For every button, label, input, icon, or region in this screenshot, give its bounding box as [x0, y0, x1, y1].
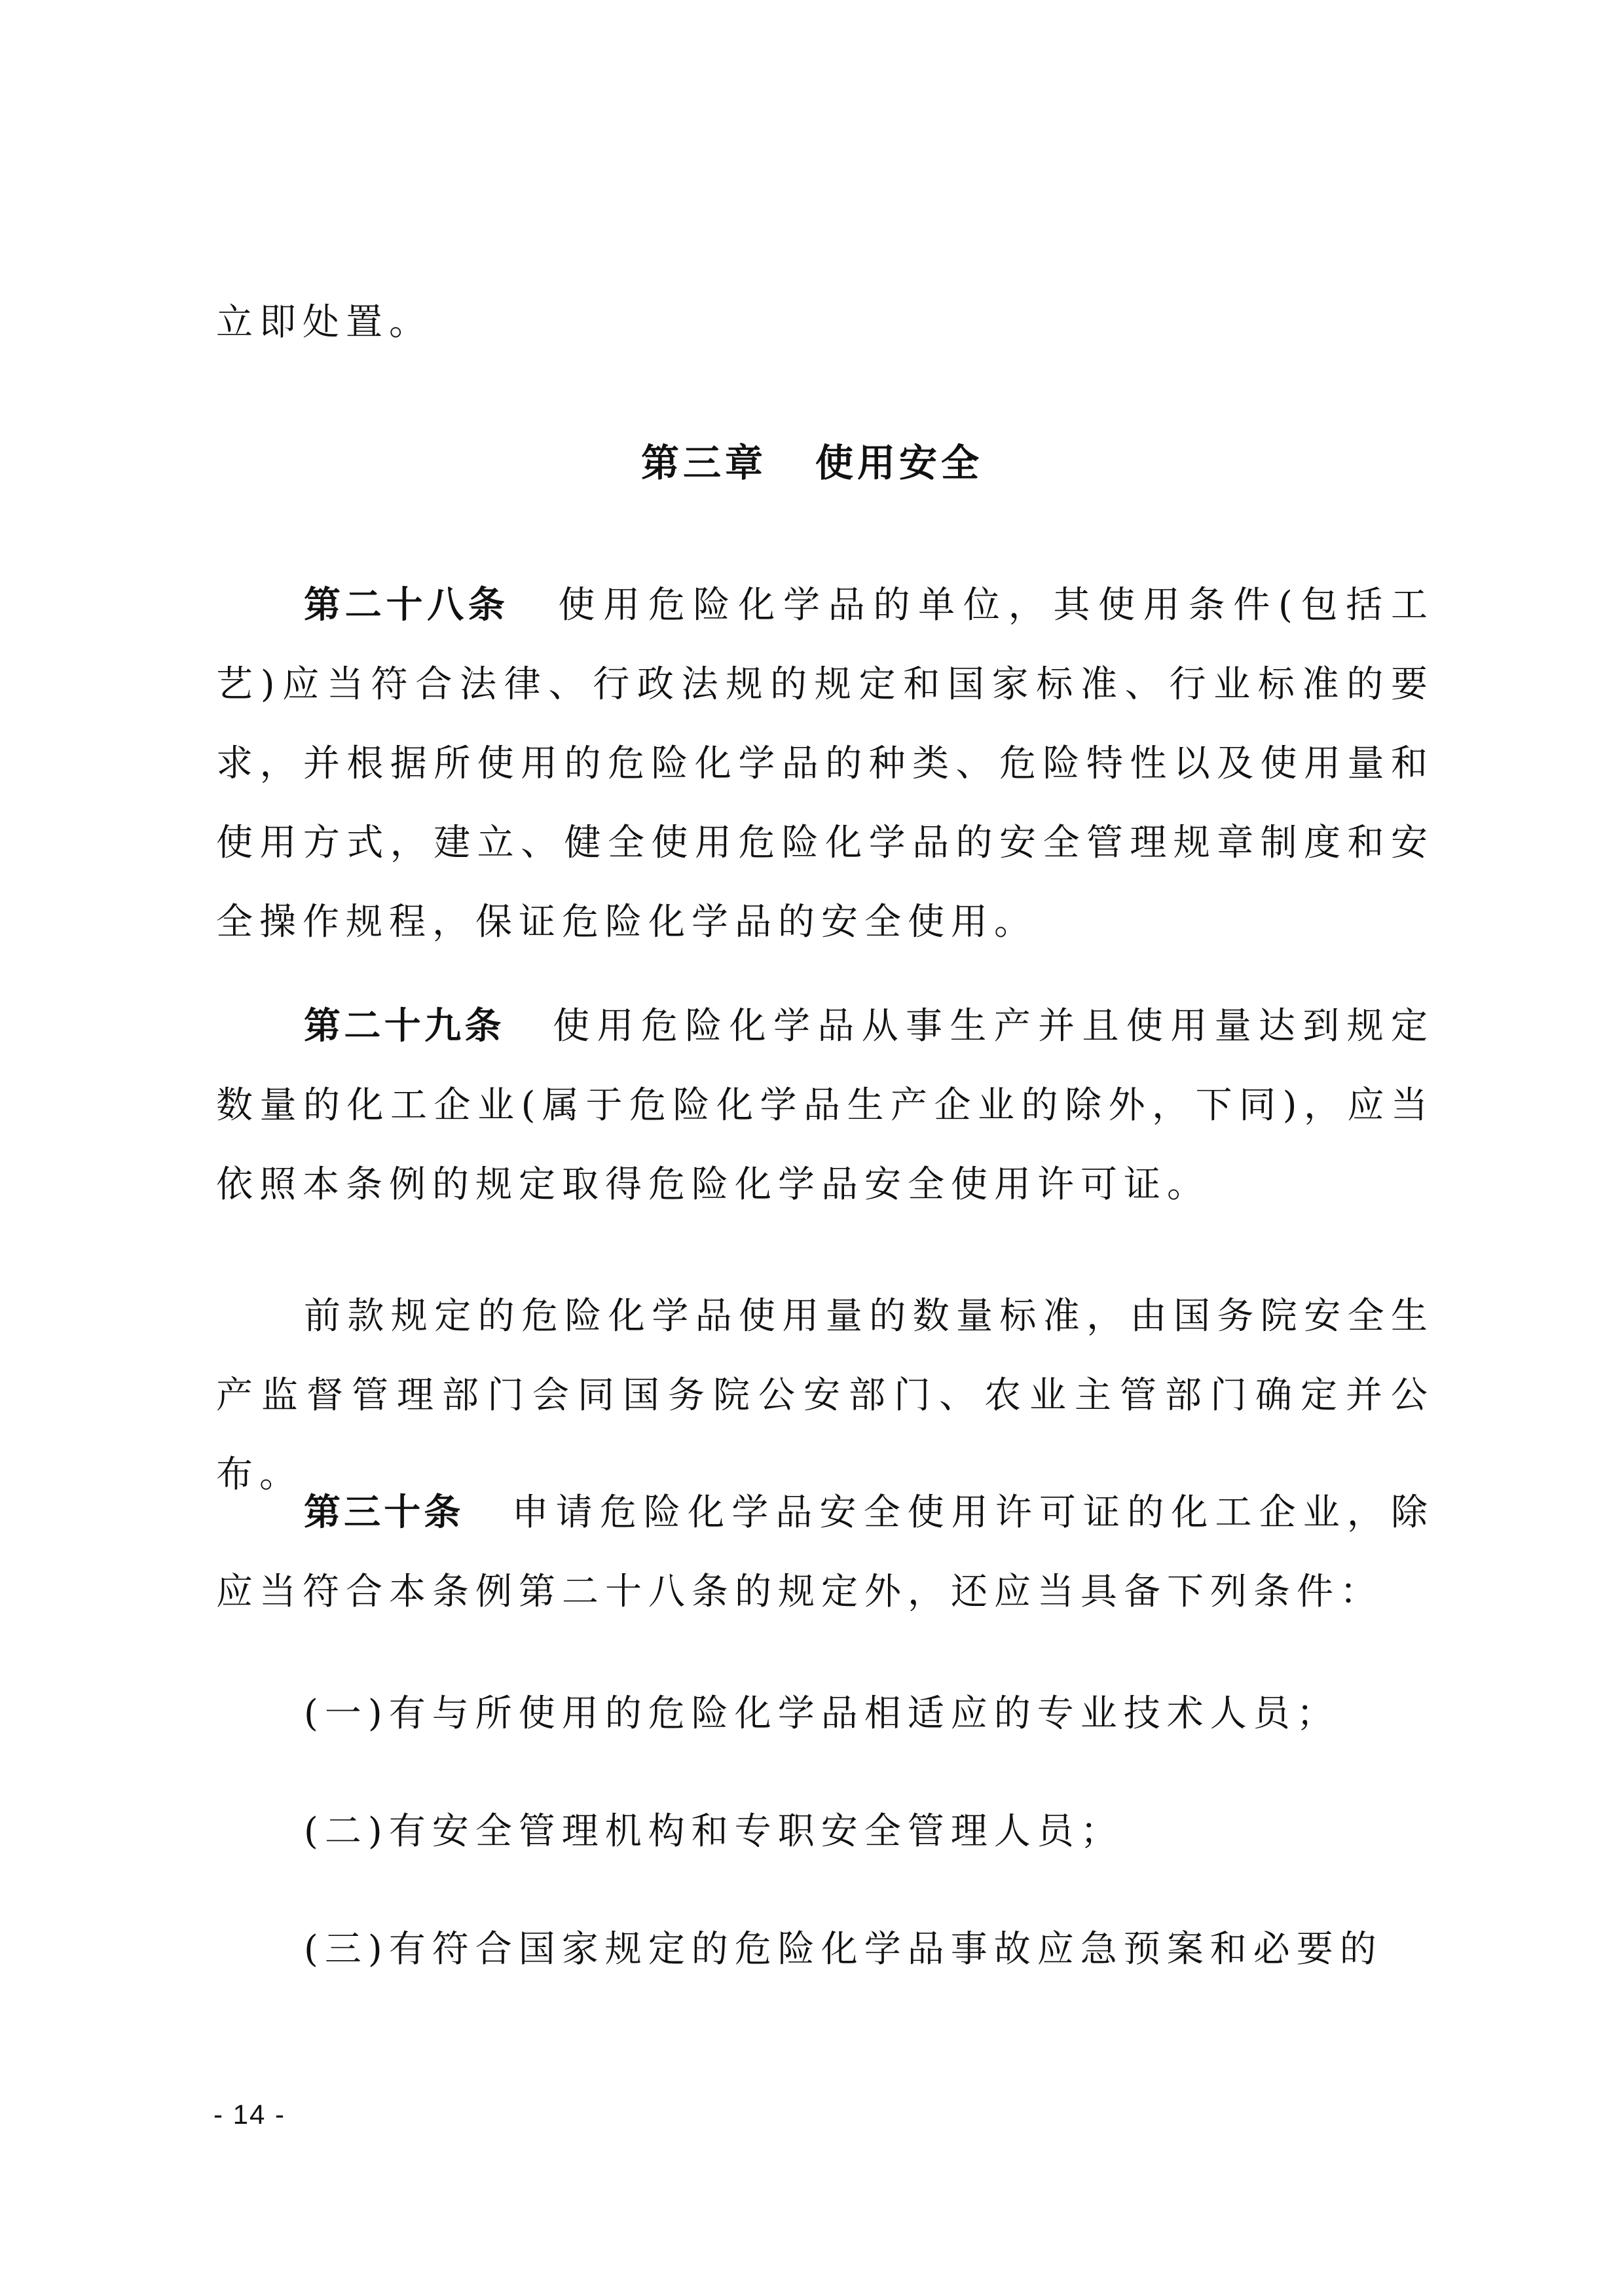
article-label: 第三十条 [304, 1491, 464, 1534]
chapter-heading [0, 440, 1624, 486]
article-28 [216, 566, 1434, 962]
chapter-title: 使用安全 [815, 441, 984, 485]
page-number: - 14 - [213, 2099, 286, 2130]
chapter-number: 第三章 [640, 441, 767, 485]
article-label: 第二十八条 [304, 584, 509, 627]
article-30 [216, 1473, 1434, 1631]
continuation-text: 立即处置。 [216, 301, 432, 344]
article-text: 申请危险化学品安全使用许可证的化工企业，除应当符合本条例第二十八条的规定外，还应当具备下列条件： [216, 1491, 1435, 1613]
list-item: (三)有符合国家规定的危险化学品事故应急预案和必要的 [304, 1928, 1383, 1971]
article-label: 第二十九条 [304, 1005, 505, 1048]
list-item: (一)有与所使用的危险化学品相适应的专业技术人员； [304, 1692, 1340, 1735]
article-29-paragraph: 前款规定的危险化学品使用量的数量标准，由国务院安全生产监督管理部门会同国务院公安部门、农业主管部门确定并公布。 [216, 1295, 1434, 1496]
article-text: 使用危险化学品从事生产并且使用量达到规定数量的化工企业(属于危险化学品生产企业的除外，下同)，应当依照本条例的规定取得危险化学品安全使用许可证。 [216, 1005, 1435, 1206]
list-item: (二)有安全管理机构和专职安全管理人员； [304, 1810, 1124, 1853]
article-29 [216, 987, 1434, 1224]
article-text: 使用危险化学品的单位，其使用条件(包括工艺)应当符合法律、行政法规的规定和国家标准、行业标准的要求，并根据所使用的危险化学品的种类、危险特性以及使用量和使用方式，建立、健全使用危险化学品的安全管理规章制度和安全操作规程，保证危险化学品的安全使用。 [216, 584, 1435, 943]
